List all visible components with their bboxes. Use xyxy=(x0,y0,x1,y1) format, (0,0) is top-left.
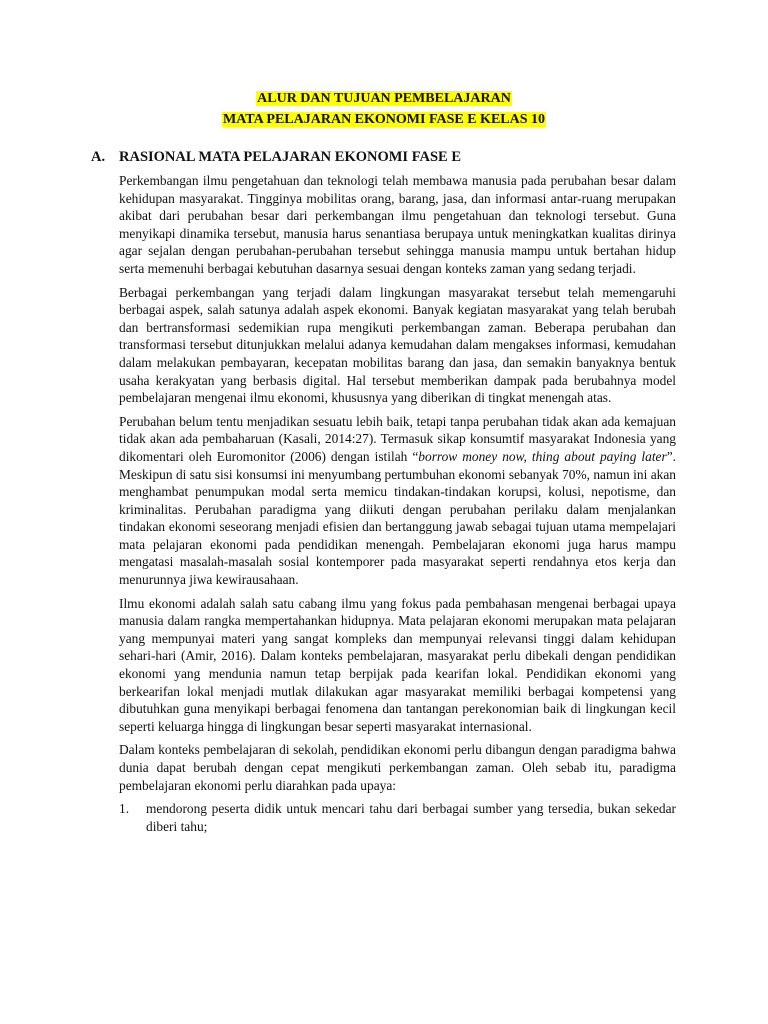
list-item-text: mendorong peserta didik untuk mencari tahu dari berbagai sumber yang tersedia, bukan sekedar diberi tahu; xyxy=(146,801,676,834)
list-item xyxy=(119,800,676,835)
paragraph-3-italic-quote: borrow money now, thing about paying later xyxy=(418,448,667,464)
paragraph-3-part-a: Perubahan belum tentu menjadikan sesuatu lebih baik, tetapi tanpa perubahan tidak akan ada kemajuan tidak akan ada pembaharuan (Kasali, 2014:27). Termasuk sikap konsumtif masyarakat Indonesia yang dikomentari oleh Euromonitor (2006) dengan istilah “ xyxy=(119,413,676,464)
paragraph-3-part-b: ”. Meskipun di satu sisi konsumsi ini menyumbang pertumbuhan ekonomi sebanyak 70%, namun ini akan menghambat penumpukan modal serta memicu tindakan-tindakan korupsi, kolusi, nepotisme, dan kriminalitas. Perubahan paradigma yang diikuti dengan perubahan perilaku dalam menjalankan tindakan ekonomi seseorang menjadi efisien dan bertanggung jawab sebagai tujuan utama mempelajari mata pelajaran ekonomi pada pendidikan menengah. Pembelajaran ekonomi juga harus mampu mengatasi masalah-masalah sosial kontemporer pada masyarakat seperti rendahnya etos kerja dan menurunnya jiwa kewirausahaan. xyxy=(119,448,676,588)
section-body xyxy=(119,172,676,835)
section-heading xyxy=(91,147,461,167)
paragraph-2: Berbagai perkembangan yang terjadi dalam lingkungan masyarakat tersebut telah memengaruhi berbagai aspek, salah satunya adalah aspek ekonomi. Banyak kegiatan masyarakat yang telah berubah dan bertransformasi sedemikian rupa mengikuti perkembangan zaman. Beberapa perubahan dan transformasi tersebut ditunjukkan melalui adanya kemudahan dalam mengakses informasi, kemudahan dalam melakukan pembayaran, kecepatan mobilitas barang dan jasa, dan semakin banyaknya bentuk usaha kerakyatan yang berbasis digital. Hal tersebut memberikan dampak pada berubahnya model pembelajaran mengenai ilmu ekonomi, khususnya yang diberikan di tingkat menengah atas. xyxy=(119,284,676,406)
section-number: A. xyxy=(91,149,106,165)
document-title xyxy=(0,88,768,130)
paragraph-3 xyxy=(119,413,676,589)
section-title: RASIONAL MATA PELAJARAN EKONOMI FASE E xyxy=(119,149,461,165)
paragraph-4: Ilmu ekonomi adalah salah satu cabang ilmu yang fokus pada pembahasan mengenai berbagai upaya manusia dalam rangka mempertahankan hidupnya. Mata pelajaran ekonomi merupakan mata pelajaran yang mempunyai materi yang sangat kompleks dan mempunyai relevansi tinggi dalam kehidupan sehari-hari (Amir, 2016). Dalam konteks pembelajaran, masyarakat perlu dibekali dengan pendidikan ekonomi yang mendunia namun tetap berpijak pada kearifan lokal. Pendidikan ekonomi yang berkearifan lokal menjadi mutlak dilakukan agar masyarakat memiliki berbagai kompetensi yang dibutuhkan guna menyikapi berbagai fenomena dan tantangan perekonomian baik di lingkungan kecil seperti keluarga hingga di lingkungan besar seperti masyarakat internasional. xyxy=(119,595,676,734)
paragraph-5: Dalam konteks pembelajaran di sekolah, pendidikan ekonomi perlu dibangun dengan paradigma bahwa dunia dapat berubah dengan cepat mengikuti perkembangan zaman. Oleh sebab itu, paradigma pembelajaran ekonomi perlu diarahkan pada upaya: xyxy=(119,742,676,793)
paragraph-1: Perkembangan ilmu pengetahuan dan teknologi telah membawa manusia pada perubahan besar dalam kehidupan masyarakat. Tingginya mobilitas orang, barang, jasa, dan informasi antar-ruang merupakan akibat dari perubahan besar dari perkembangan ilmu pengetahuan dan teknologi tersebut. Guna menyikapi dinamika tersebut, manusia harus senantiasa berupaya untuk meningkatkan kualitas dirinya agar sejalan dengan perubahan-perubahan tersebut sehingga manusia mampu untuk bertahan hidup serta memenuhi berbagai kebutuhan dasarnya sesuai dengan konteks zaman yang sedang terjadi. xyxy=(119,173,676,276)
list-item-number: 1. xyxy=(119,801,130,817)
title-line-1: ALUR DAN TUJUAN PEMBELAJARAN xyxy=(257,91,511,106)
title-line-2: MATA PELAJARAN EKONOMI FASE E KELAS 10 xyxy=(222,112,546,127)
